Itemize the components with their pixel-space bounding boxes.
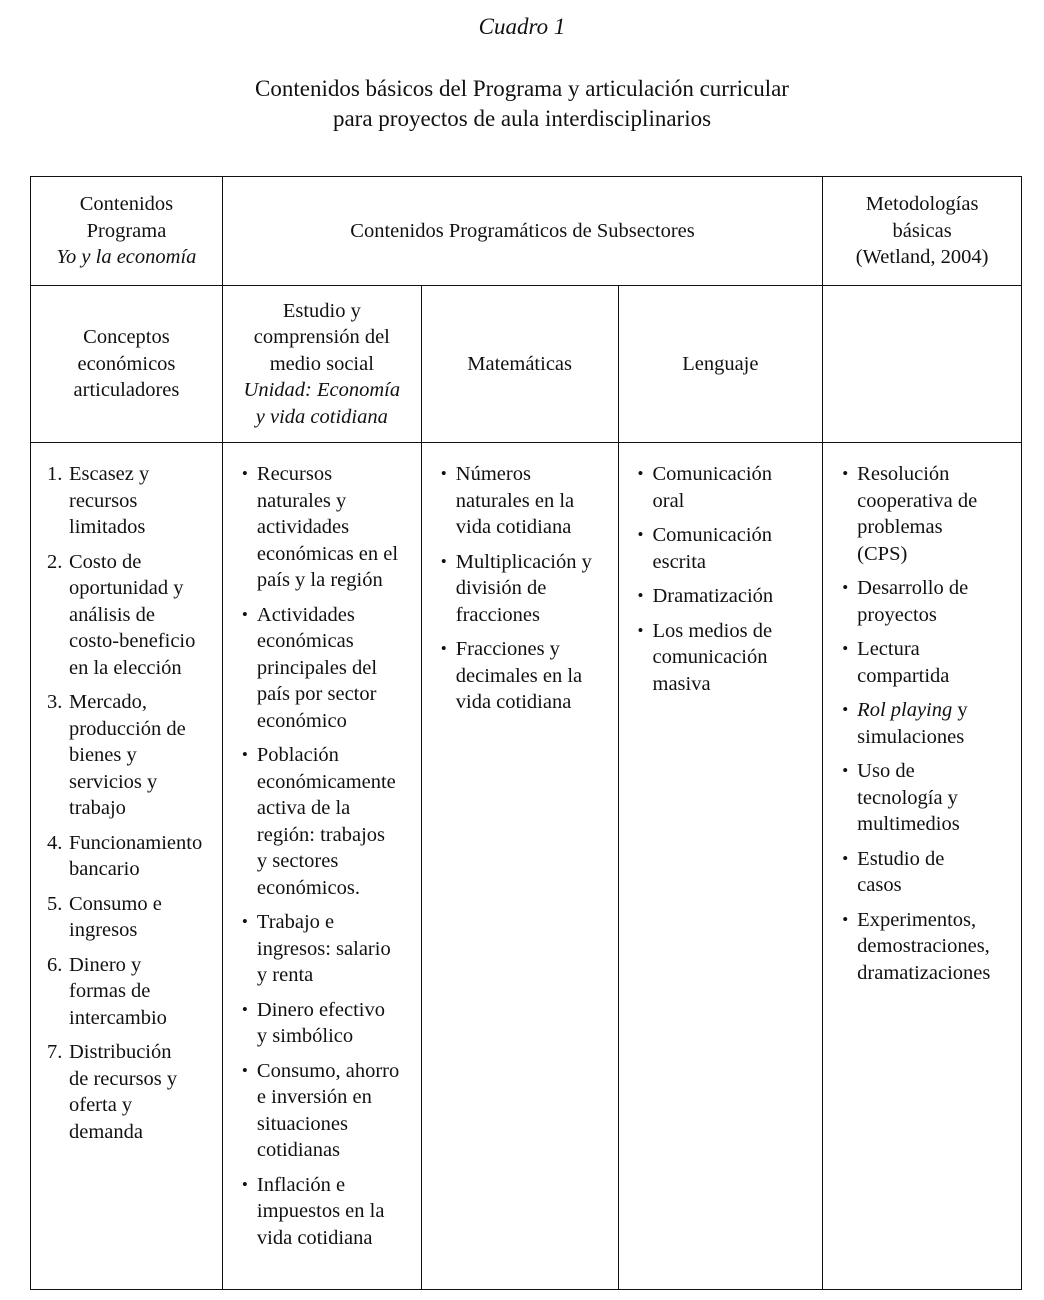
text-line: Comunicación — [652, 463, 773, 485]
list-item — [47, 830, 222, 883]
list-item — [432, 549, 618, 629]
list-text — [456, 549, 618, 629]
header-lenguaje: Lenguaje — [618, 286, 823, 443]
list-item — [629, 618, 823, 698]
list-item — [233, 997, 421, 1050]
text-line: vida cotidiana — [455, 516, 572, 538]
text-line: Consumo, ahorro — [256, 1059, 400, 1082]
matematicas-cell — [421, 443, 618, 1290]
text-line: oral — [652, 489, 685, 512]
list-text — [653, 522, 823, 575]
text-line: e inversión en — [256, 1086, 372, 1108]
text-line: servicios y — [69, 770, 158, 793]
text-line: Multiplicación y — [455, 550, 592, 573]
list-number: 1. — [47, 463, 63, 485]
conceptos-cell — [31, 443, 223, 1290]
list-number: 4. — [47, 831, 63, 854]
header-estudio: Estudio y comprensión del medio social Unidad: Economía y vida cotidiana — [222, 286, 421, 443]
text-line: Fracciones y — [455, 638, 560, 660]
text-line: Distribución — [69, 1041, 172, 1063]
list-text — [257, 602, 421, 735]
header-matematicas: Matemáticas — [421, 286, 618, 443]
text-line: Recursos — [256, 463, 333, 485]
bullet-icon: • — [637, 586, 644, 605]
text-line: país y la región — [256, 569, 383, 591]
list-text — [257, 1058, 421, 1164]
lenguaje-list — [619, 461, 823, 697]
list-number: 3. — [47, 691, 63, 713]
list-item — [47, 549, 222, 682]
matematicas-list — [422, 461, 618, 716]
list-item — [233, 1058, 421, 1164]
list-text — [69, 952, 222, 1032]
list-item — [432, 636, 618, 716]
text-line: Dinero efectivo — [256, 998, 385, 1021]
list-text — [69, 689, 222, 822]
bullet-icon: • — [440, 551, 447, 571]
header-contenidos-programa: Contenidos Programa Yo y la economía — [31, 177, 223, 286]
list-item — [47, 891, 222, 944]
estudio-list — [223, 461, 421, 1251]
list-text — [257, 742, 421, 901]
bullet-icon: • — [637, 620, 644, 640]
bullet-icon: • — [241, 1060, 248, 1080]
text-line: trabajo — [69, 797, 126, 819]
text-line: situaciones — [256, 1112, 348, 1135]
list-text — [653, 461, 823, 514]
text-line: Dinero y — [69, 953, 142, 976]
text-line: ingresos — [69, 919, 138, 941]
text-line: bienes y — [69, 744, 137, 766]
estudio-cell — [222, 443, 421, 1290]
list-item — [629, 583, 823, 610]
list-text — [257, 1172, 421, 1252]
text-line: actividades — [256, 516, 350, 538]
text-line: región: trabajos — [256, 823, 385, 846]
bullet-icon: • — [440, 639, 447, 658]
text-line: Escasez y — [69, 463, 150, 485]
list-text — [653, 618, 823, 698]
text-line: intercambio — [69, 1006, 167, 1029]
list-item: • Rol playing y simulaciones — [842, 699, 968, 748]
list-text — [456, 461, 618, 541]
list-item — [47, 461, 222, 541]
header-metodologias: Metodologías básicas (Wetland, 2004) — [823, 177, 1022, 286]
text-line: Inflación e — [256, 1173, 346, 1196]
content-table — [30, 176, 1022, 1290]
bullet-icon: • — [241, 1174, 248, 1194]
text-line: ingresos: salario — [256, 937, 391, 960]
text-line: demanda — [69, 1120, 143, 1143]
bullet-icon: • — [241, 745, 248, 764]
text-line: Población — [256, 744, 339, 766]
text-line: activa de la — [256, 797, 351, 819]
text-line: masiva — [652, 672, 711, 695]
text-line: Funcionamiento — [69, 831, 203, 854]
text-line: vida cotidiana — [256, 1226, 373, 1249]
title-line-2: para proyectos de aula interdisciplinarios — [332, 106, 712, 131]
text-line: impuestos en la — [256, 1200, 385, 1222]
conceptos-list — [31, 461, 222, 1145]
bullet-icon: • — [241, 912, 248, 931]
text-line: vida cotidiana — [455, 691, 572, 713]
list-number: 2. — [47, 550, 63, 573]
list-item — [233, 1172, 421, 1252]
text-line: Consumo e — [69, 892, 162, 915]
list-text — [69, 1039, 222, 1145]
bullet-icon: • — [637, 464, 644, 483]
text-line: económicos. — [256, 876, 360, 899]
text-line: Mercado, — [69, 691, 147, 713]
list-item — [47, 952, 222, 1032]
text-line: y simbólico — [256, 1025, 354, 1047]
text-line: y renta — [256, 964, 314, 986]
list-item: • Uso de tecnología y multimedios — [842, 760, 960, 835]
text-line: Comunicación — [652, 524, 773, 546]
text-line: en la elección — [69, 656, 182, 679]
text-line: recursos — [69, 489, 138, 512]
text-line: económicamente — [256, 770, 396, 793]
header-empty — [823, 286, 1022, 443]
list-number: 6. — [47, 953, 63, 976]
list-item: • Resolución cooperativa de problemas (CPS) — [842, 463, 978, 565]
text-line: naturales en la — [455, 489, 575, 512]
text-line: Actividades — [256, 603, 355, 626]
text-line: decimales en la — [455, 664, 583, 687]
table-caption: Cuadro 1 — [478, 14, 566, 39]
list-text — [257, 997, 421, 1050]
text-line: análisis de — [69, 603, 155, 626]
list-text — [257, 909, 421, 989]
text-line: limitados — [69, 516, 146, 538]
text-line: económicas — [256, 630, 354, 652]
list-number: 7. — [47, 1041, 63, 1063]
text-line: división de — [455, 577, 547, 599]
text-line: principales del — [256, 656, 378, 679]
text-line: Dramatización — [652, 585, 774, 607]
lenguaje-cell — [618, 443, 823, 1290]
text-line: escrita — [652, 550, 706, 573]
text-line: y sectores — [256, 850, 339, 872]
bullet-icon: • — [241, 464, 248, 483]
text-line: cotidianas — [256, 1139, 341, 1161]
text-line: económico — [256, 709, 347, 732]
text-line: fracciones — [455, 603, 540, 626]
header-contenidos-programaticos: Contenidos Programáticos de Subsectores — [222, 177, 822, 286]
list-item — [47, 1039, 222, 1145]
list-item — [233, 742, 421, 901]
metodologias-list — [823, 461, 1021, 986]
list-text — [257, 461, 421, 594]
text-line: Números — [455, 463, 531, 485]
content-row — [31, 443, 1022, 1290]
text-line: formas de — [69, 980, 151, 1002]
title-line-1: Contenidos básicos del Programa y articulación curricular — [255, 76, 789, 101]
bullet-icon: • — [637, 525, 644, 544]
header-conceptos: Conceptos económicos articuladores — [31, 286, 223, 443]
list-text — [69, 830, 222, 883]
list-item — [233, 461, 421, 594]
text-line: Los medios de — [652, 619, 773, 642]
text-line: producción de — [69, 717, 186, 740]
text-line: económicas en el — [256, 542, 399, 565]
list-text — [69, 461, 222, 541]
text-line: bancario — [69, 858, 140, 880]
list-number: 5. — [47, 892, 63, 915]
list-text — [456, 636, 618, 716]
text-line: oportunidad y — [69, 577, 184, 599]
list-item — [629, 461, 823, 514]
list-text — [69, 891, 222, 944]
bullet-icon: • — [241, 604, 248, 624]
list-item — [233, 602, 421, 735]
table-title — [0, 74, 1044, 134]
metodologias-cell — [823, 443, 1022, 1290]
bullet-icon: • — [241, 999, 248, 1019]
list-item: • Estudio de casos — [842, 847, 945, 896]
text-line: Trabajo e — [256, 911, 335, 933]
bullet-icon: • — [440, 464, 447, 483]
list-text — [69, 549, 222, 682]
list-item: • Lectura compartida — [842, 638, 950, 687]
list-item — [233, 909, 421, 989]
header-row-2 — [31, 286, 1022, 443]
list-item — [47, 689, 222, 822]
text-line: de recursos y — [69, 1067, 178, 1090]
list-item: • Desarrollo de proyectos — [842, 577, 969, 626]
text-line: costo-beneficio — [69, 630, 196, 652]
list-item — [629, 522, 823, 575]
list-item: • Experimentos, demostraciones, dramatizaciones — [842, 908, 991, 984]
list-item — [432, 461, 618, 541]
text-line: naturales y — [256, 489, 347, 512]
header-row-1 — [31, 177, 1022, 286]
list-text — [653, 583, 823, 610]
text-line: país por sector — [256, 683, 377, 705]
text-line: Costo de — [69, 550, 142, 573]
text-line: comunicación — [652, 646, 768, 668]
text-line: oferta y — [69, 1094, 133, 1116]
